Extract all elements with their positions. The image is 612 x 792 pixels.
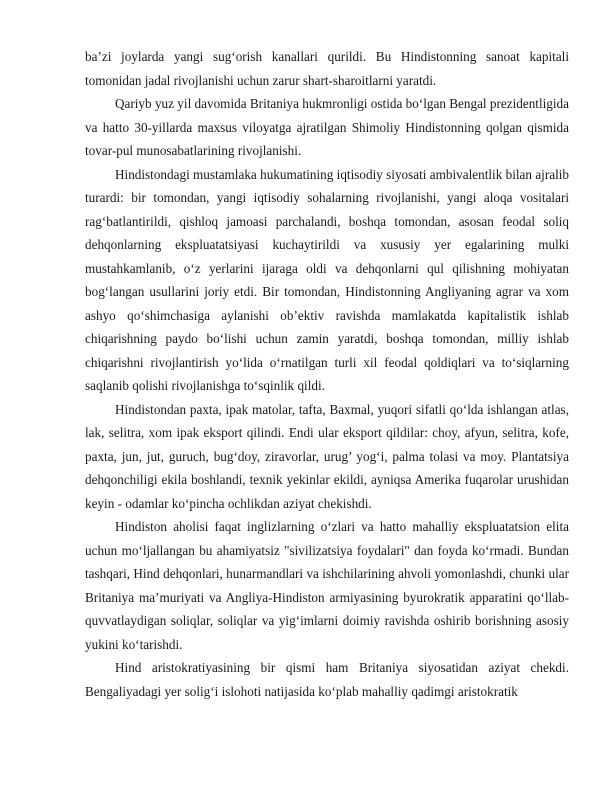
document-page bbox=[85, 45, 569, 703]
paragraph-population: Hindiston aholisi faqat inglizlarning o‘zlari va hatto mahalliy ekspluatatsion elita uchun mo‘ljallangan bu ahamiyatsiz "sivilizatsiya foydalari" dan foyda ko‘rmadi. Bundan tashqari, Hind dehqonlari, hunarmandlari va ishchilarining ahvoli yomonlashdi, chunki ular Britaniya ma’muriyati va Angliya-Hindiston armiyasining byurokratik apparatini qo‘llab-quvvatlaydigan soliqlar, soliqlar va yig‘imlarni doimiy ravishda oshirib borishning asosiy yukini ko‘tarishdi. bbox=[85, 519, 569, 652]
paragraph-bengal-presidency: Qariyb yuz yil davomida Britaniya hukmronligi ostida bo‘lgan Bengal prezidentligida va hatto 30-yillarda maxsus viloyatga ajratilgan Shimoliy Hindistonning qolgan qismida tovar-pul munosabatlarining rivojlanishi. bbox=[85, 96, 569, 158]
paragraph-exports: Hindistondan paxta, ipak matolar, tafta, Baxmal, yuqori sifatli qo‘lda ishlangan atlas, lak, selitra, xom ipak eksport qilindi. Endi ular eksport qildilar: choy, afyun, selitra, kofe, paxta, jun, jut, guruch, bug‘doy, ziravorlar, urug’ yog‘i, palma tolasi va moy. Plantatsiya dehqonchiligi ekila boshlandi, texnik yekinlar ekildi, ayniqsa Amerika fuqarolar urushidan keyin - odamlar ko‘pincha ochlikdan aziyat chekishdi. bbox=[85, 401, 569, 511]
paragraph-colonial-policy: Hindistondagi mustamlaka hukumatining iqtisodiy siyosati ambivalentlik bilan ajralib turardi: bir tomondan, yangi iqtisodiy sohalarning rivojlanishi, yangi aloqa vositalari rag‘batlantirildi, qishloq jamoasi parchalandi, boshqa tomondan, asosan feodal soliq dehqonlarning ekspluatatsiyasi kuchaytirildi va xususiy yer egalarining mulki mustahkamlanib, o‘z yerlarini ijaraga oldi va dehqonlarni qul qilishning mohiyatan bog‘langan usullarini joriy etdi. Bir tomondan, Hindistonning Angliyaning agrar va xom ashyo qo‘shimchasiga aylanishi ob’ektiv ravishda mamlakatda kapitalistik ishlab chiqarishning paydo bo‘lishi uchun zamin yaratdi, boshqa tomondan, milliy ishlab chiqarishni rivojlantirish yo‘lida o‘rnatilgan turli xil feodal qoldiqlari va to‘siqlarning saqlanib qolishi rivojlanishga to‘sqinlik qildi. bbox=[85, 166, 569, 393]
paragraph-aristocracy: Hind aristokratiyasining bir qismi ham Britaniya siyosatidan aziyat chekdi. Bengaliyadagi yer solig‘i islohoti natijasida ko‘plab mahalliy qadimgi aristokratik bbox=[85, 660, 569, 699]
paragraph-continuation: ba’zi joylarda yangi sug‘orish kanallari qurildi. Bu Hindistonning sanoat kapitali tomonidan jadal rivojlanishi uchun zarur shart-sharoitlarni yaratdi. bbox=[85, 49, 569, 88]
